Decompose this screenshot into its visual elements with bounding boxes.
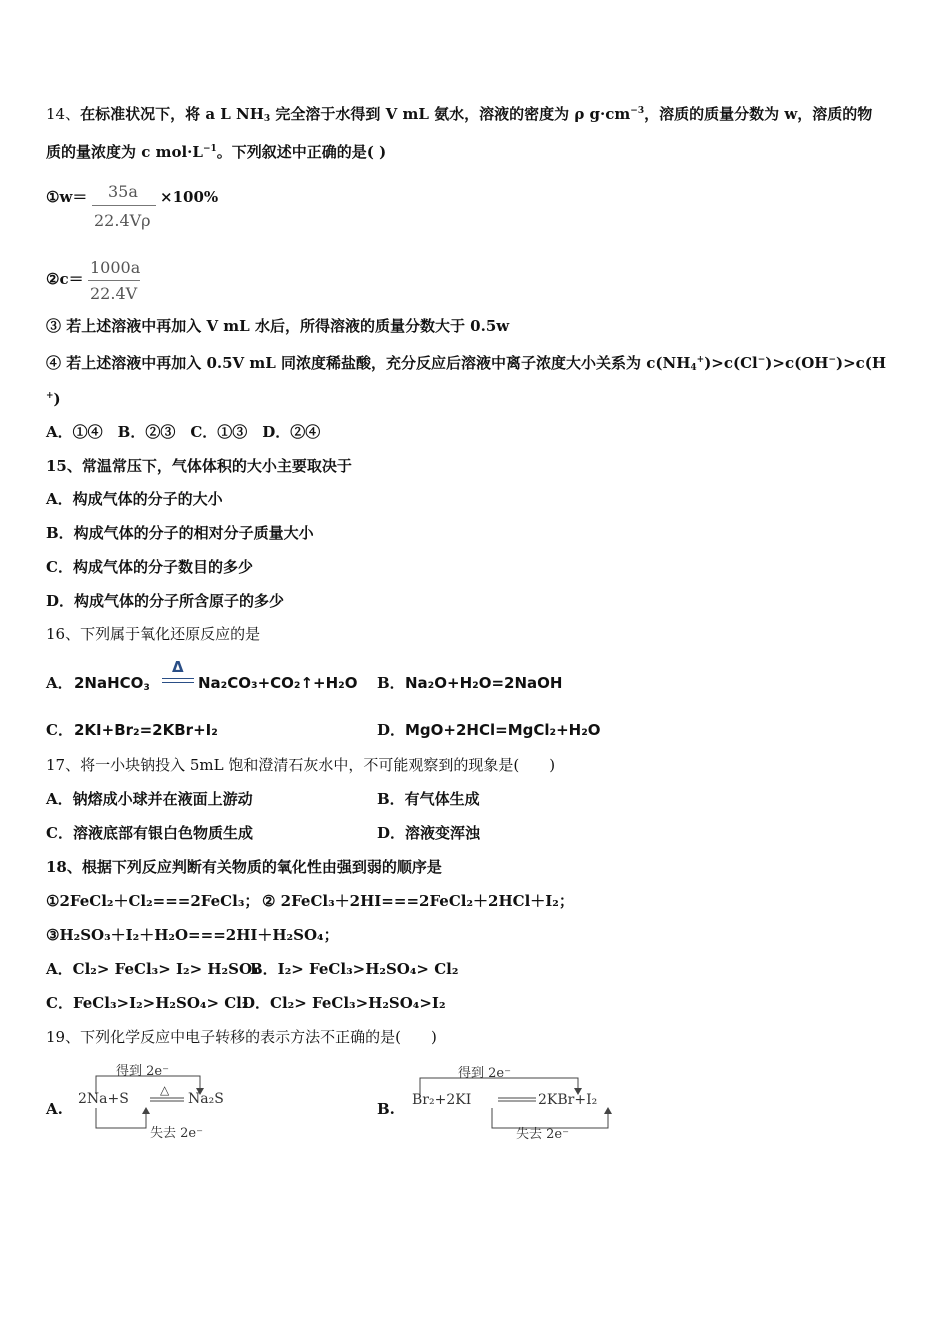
q14-sub: 4: [690, 363, 697, 373]
q14-text: 质的量浓度为 c mol·L: [46, 143, 203, 161]
q17-option-a: A．钠熔成小球并在液面上游动: [46, 790, 253, 808]
q17-text: 17、将一小块钠投入 5mL 饱和澄清石灰水中，不可能观察到的现象是( ): [46, 756, 556, 774]
q19-option-b-label: B.: [377, 1100, 395, 1118]
heat-symbol: △: [160, 1083, 170, 1097]
q14-item2-fraction: [88, 256, 144, 306]
q18-stem: 18、根据下列反应判断有关物质的氧化性由强到弱的顺序是: [46, 858, 442, 876]
q15-option-a: A．构成气体的分子的大小: [46, 490, 223, 508]
q17-stem: [46, 755, 555, 775]
q14-text: 。下列叙述中正确的是( ): [216, 143, 387, 161]
q14-text: )>c(H: [835, 354, 887, 372]
q18-reaction-2: ② 2FeCl₃＋2HI===2FeCl₂＋2HCl＋I₂；: [262, 892, 574, 910]
q14-text: ④ 若上述溶液中再加入 0.5V mL 同浓度稀盐酸，充分反应后溶液中离子浓度大小关系为 c(NH: [46, 354, 691, 372]
q16-option-c-eq: 2KI+Br₂=2KBr+I₂: [74, 721, 218, 739]
q15-stem: 15、常温常压下，气体体积的大小主要取决于: [46, 457, 352, 475]
q18-reaction-3: ③H₂SO₃＋I₂＋H₂O===2HI＋H₂SO₄；: [46, 926, 339, 944]
q15-option-b: B．构成气体的分子的相对分子质量大小: [46, 524, 314, 542]
q18-option-b: B．I₂> FeCl₃>H₂SO₄> Cl₂: [250, 960, 459, 978]
q14-options: A．①④ B．②③ C．①③ D．②④: [46, 423, 321, 441]
fraction-bar: [88, 280, 140, 281]
q14-item4-line2: [46, 386, 61, 409]
q14-sup: +: [696, 355, 705, 365]
q14-sup: −1: [202, 144, 217, 154]
q17-option-c: C．溶液底部有银白色物质生成: [46, 824, 253, 842]
delta-symbol: Δ: [172, 658, 184, 676]
q18-option-a: A．Cl₂> FeCl₃> I₂> H₂SO₄: [46, 960, 259, 978]
fraction-denominator: 22.4V: [90, 284, 138, 303]
equation-left: 2Na+S: [78, 1091, 129, 1107]
q14-item1-prefix: ①w＝: [46, 188, 88, 206]
q17-option-b: B．有气体生成: [377, 790, 480, 808]
gain-electrons-label: 得到 2e⁻: [116, 1064, 169, 1079]
q14-text: 完全溶于水得到 V mL 氨水，溶液的密度为 ρ g·cm: [270, 105, 631, 123]
equation-text: 2NaHCO: [74, 674, 144, 692]
q14-text: 在标准状况下，将 a L NH: [80, 105, 264, 123]
q14-stem-line1: [46, 101, 872, 129]
double-line: [162, 682, 194, 683]
q15-option-c: C．构成气体的分子数目的多少: [46, 558, 253, 576]
q19-stem: [46, 1027, 437, 1047]
q14-text: )>c(Cl: [704, 354, 758, 372]
q14-sup: −: [757, 355, 766, 365]
q16-heat-arrow: [160, 657, 196, 691]
q16-stem: 16、下列属于氧化还原反应的是: [46, 625, 261, 643]
q16-option-a-left: [74, 673, 150, 698]
q14-sup: +: [46, 391, 54, 401]
gain-electrons-label: 得到 2e⁻: [458, 1066, 511, 1081]
fraction-bar: [92, 205, 156, 206]
q16-option-c-label: C．: [46, 721, 73, 739]
q14-item2-prefix: ②c＝: [46, 270, 84, 288]
q19-text: 19、下列化学反应中电子转移的表示方法不正确的是( ): [46, 1028, 437, 1046]
q19-option-a-label: A.: [46, 1100, 63, 1118]
lose-electrons-label: 失去 2e⁻: [516, 1127, 569, 1142]
q14-item4-line1: [46, 350, 886, 378]
fraction-numerator: 1000a: [90, 258, 141, 277]
q18-option-c: C．FeCl₃>I₂>H₂SO₄> Cl₂: [46, 994, 249, 1012]
q19-option-b-scheme: [410, 1058, 640, 1144]
q15-option-d: D．构成气体的分子所含原子的多少: [46, 592, 285, 610]
q14-text: ，溶质的质量分数为 w，溶质的物: [644, 105, 873, 123]
q14-stem-line2: [46, 139, 386, 162]
q18-option-d: D．Cl₂> FeCl₃>H₂SO₄>I₂: [242, 994, 446, 1012]
double-line: [162, 678, 194, 679]
equation-right: Na₂S: [188, 1091, 224, 1107]
lose-electrons-label: 失去 2e⁻: [150, 1126, 203, 1141]
fraction-denominator: 22.4Vρ: [94, 211, 151, 230]
equation-sub: 3: [143, 683, 150, 693]
fraction-numerator: 35a: [108, 182, 138, 201]
q14-item1-suffix: ×100%: [160, 188, 219, 206]
q16-option-a-right: Na₂CO₃+CO₂↑+H₂O: [198, 674, 358, 692]
q14-text: )>c(OH: [765, 354, 829, 372]
q16-option-d-label: D．: [377, 721, 406, 739]
equation-right: 2KBr+I₂: [538, 1092, 598, 1108]
q16-option-a-label: A．: [46, 674, 73, 692]
q14-number: 14、: [46, 105, 81, 123]
q16-option-d-eq: MgO+2HCl=MgCl₂+H₂O: [405, 721, 601, 739]
q16-option-b-eq: Na₂O+H₂O=2NaOH: [405, 674, 563, 692]
q14-sub: 3: [263, 114, 271, 124]
q14-sup: −3: [630, 106, 645, 116]
q17-option-d: D．溶液变浑浊: [377, 824, 481, 842]
q14-sup: −: [828, 355, 836, 365]
q14-item3: ③ 若上述溶液中再加入 V mL 水后，所得溶液的质量分数大于 0.5w: [46, 317, 510, 335]
equation-left: Br₂+2KI: [412, 1092, 472, 1108]
q14-text: ): [53, 390, 61, 408]
q19-option-a-scheme: [76, 1058, 256, 1142]
q16-option-b-label: B．: [377, 674, 405, 692]
q18-reaction-1: ①2FeCl₂＋Cl₂===2FeCl₃；: [46, 892, 260, 910]
q14-item1-fraction: [92, 180, 158, 232]
